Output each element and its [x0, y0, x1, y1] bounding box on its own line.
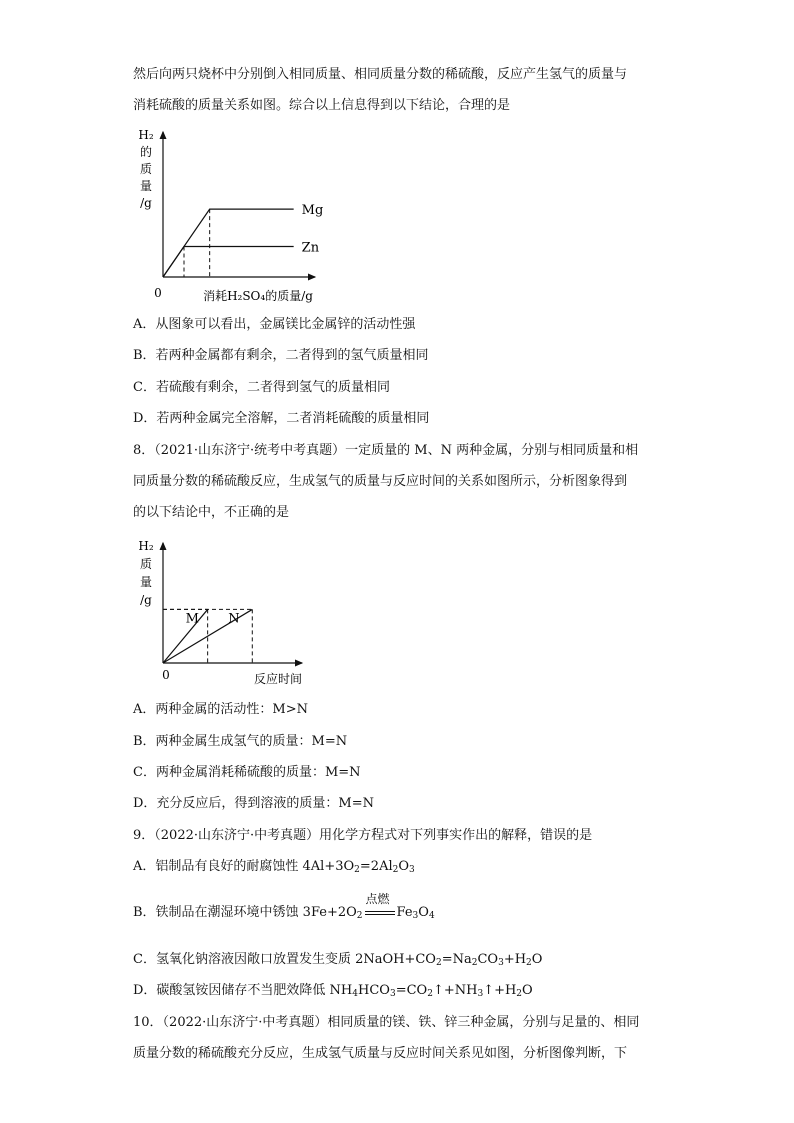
y-label-char: H₂	[138, 128, 154, 142]
y-label-char: H₂	[138, 539, 154, 553]
y-label-char: 的	[139, 145, 153, 159]
origin-label: 0	[154, 286, 162, 300]
q8-option-b: B．两种金属生成氢气的质量：M=N	[133, 734, 348, 749]
y-label-char: /g	[140, 593, 152, 607]
q7-option-a: A．从图象可以看出，金属镁比金属锌的活动性强	[133, 317, 416, 332]
q8-option-c: C．两种金属消耗稀硫酸的质量：M=N	[133, 765, 361, 780]
q9-option-c: C．氢氧化钠溶液因敞口放置发生变质 $2NaOH+CO_2=Na_2CO_3+H_2O$	[133, 952, 543, 968]
origin-label: 0	[162, 668, 170, 682]
intro-line-2: 消耗硫酸的质量关系如图。综合以上信息得到以下结论，合理的是	[133, 98, 511, 113]
q9-option-d: D．碳酸氢铵因储存不当肥效降低 $NH_4HCO_3=CO_2↑+NH_3↑+H_2O$	[133, 983, 533, 999]
chart-m-n	[130, 535, 320, 687]
q8-option-d: D．充分反应后，得到溶液的质量：M=N	[133, 796, 375, 811]
y-axis-label	[138, 128, 153, 210]
x-axis-label: 反应时间	[253, 672, 303, 686]
x-axis-label: 消耗H₂SO₄的质量/g	[203, 289, 313, 303]
y-label-char: 量	[139, 179, 153, 193]
q9-option-a: A．铝制品有良好的耐腐蚀性 $4Al+3O_2=2Al_2O_3$	[133, 859, 415, 875]
q8-option-a: A．两种金属的活动性：M>N	[133, 702, 308, 717]
q10-line-1: 10．（2022·山东济宁·中考真题）相同质量的镁、铁、锌三种金属，分别与足量的、相同	[133, 1015, 640, 1030]
series-label-zn: Zn	[301, 240, 320, 256]
q7-option-b: B．若两种金属都有剩余，二者得到的氢气质量相同	[133, 348, 429, 363]
q8-line-3: 的以下结论中，不正确的是	[133, 505, 290, 520]
y-label-char: /g	[140, 196, 152, 210]
q7-option-d: D．若两种金属完全溶解，二者消耗硫酸的质量相同	[133, 411, 430, 426]
q8-line-1: 8．（2021·山东济宁·统考中考真题）一定质量的 M、N 两种金属，分别与相同质量和相	[133, 443, 639, 458]
q9-stem: 9．（2022·山东济宁·中考真题）用化学方程式对下列事实作出的解释，错误的是	[133, 828, 593, 843]
y-axis-label	[138, 539, 153, 607]
intro-line-1: 然后向两只烧杯中分别倒入相同质量、相同质量分数的稀硫酸，反应产生氢气的质量与	[133, 67, 628, 82]
q10-line-2: 质量分数的稀硫酸充分反应，生成氢气质量与反应时间关系见如图，分析图像判断，下	[133, 1046, 628, 1061]
chart-mg-zn	[130, 124, 350, 306]
q9-option-b: B．铁制品在潮湿环境中锈蚀 $3Fe+2O_2$ 点燃 $Fe_3O_4$	[133, 892, 435, 921]
series-label-m: M	[185, 611, 199, 627]
y-label-char: 质	[139, 557, 153, 571]
y-label-char: 量	[139, 575, 153, 589]
series-label-mg: Mg	[301, 203, 324, 219]
series-line-mg	[163, 209, 294, 277]
y-label-char: 质	[139, 162, 153, 176]
series-line-zn	[163, 246, 294, 277]
series-label-n: N	[228, 611, 240, 627]
q7-option-c: C．若硫酸有剩余，二者得到氢气的质量相同	[133, 380, 390, 395]
q8-line-2: 同质量分数的稀硫酸反应，生成氢气的质量与反应时间的关系如图所示，分析图象得到	[133, 474, 628, 489]
reaction-condition: 点燃	[363, 905, 397, 921]
